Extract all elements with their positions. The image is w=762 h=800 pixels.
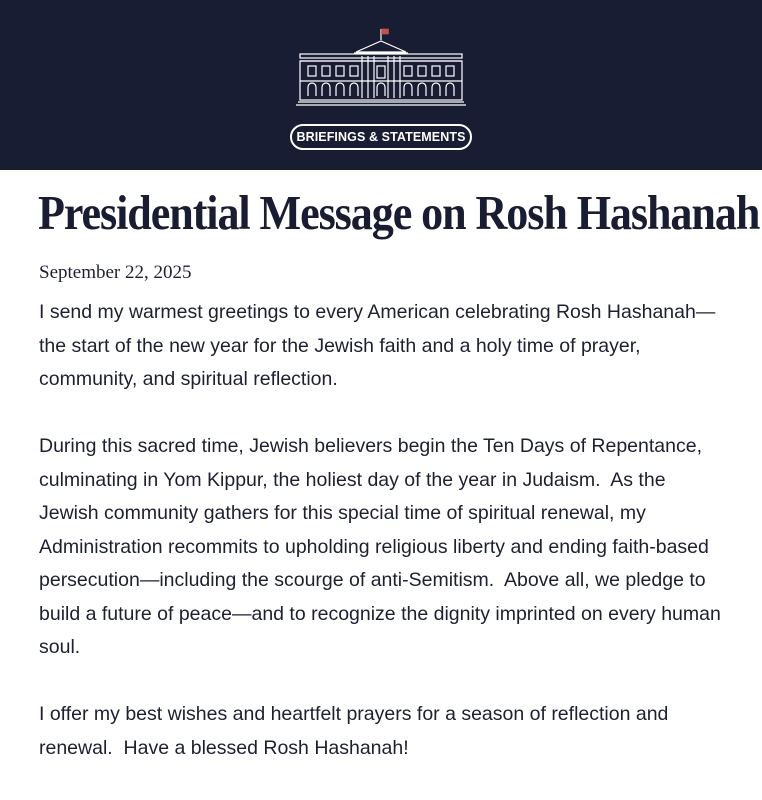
white-house-logo[interactable]: [296, 26, 466, 108]
site-header: [0, 0, 762, 170]
page-title: Presidential Message on Rosh Hashanah: [38, 185, 760, 240]
category-badge[interactable]: BRIEFINGS & STATEMENTS: [290, 124, 472, 150]
publish-date: September 22, 2025: [39, 262, 192, 283]
article-body: [39, 296, 729, 799]
paragraph: I offer my best wishes and heartfelt prayers for a season of reflection and renewal. Have a blessed Rosh Hashanah!: [39, 703, 674, 759]
paragraph: I send my warmest greetings to every American celebrating Rosh Hashanah—the start of the new year for the Jewish faith and a holy time of prayer, community, and spiritual reflection.: [39, 301, 716, 390]
paragraph: During this sacred time, Jewish believers begin the Ten Days of Repentance, culminating in Yom Kippur, the holiest day of the year in Judaism. As the Jewish community gathers for this special time of spiritual renewal, my Administration recommits to upholding religious liberty and ending faith-based persecution—including the scourge of anti-Semitism. Above all, we pledge to build a future of peace—and to recognize the dignity imprinted on every human soul.: [39, 435, 727, 658]
